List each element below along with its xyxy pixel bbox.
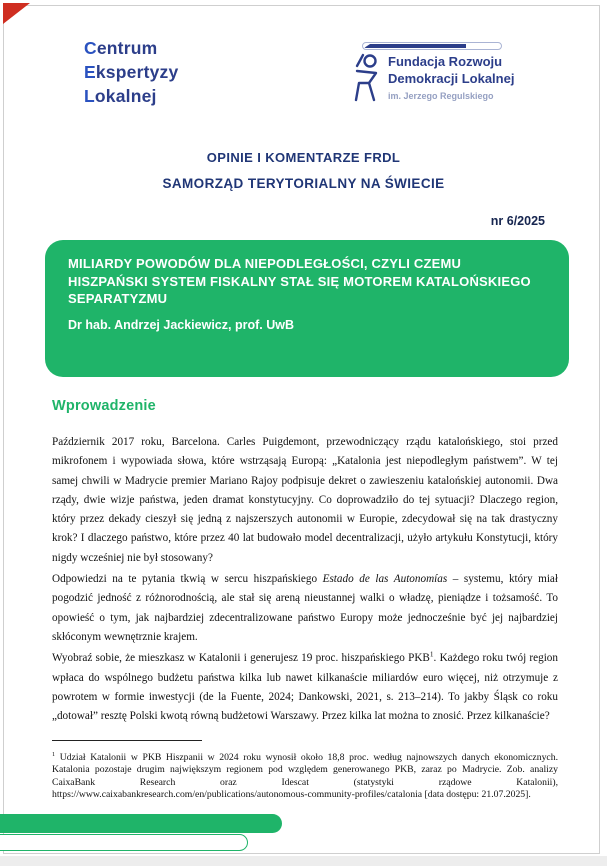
paragraph xyxy=(52,433,558,568)
cel-initial: C xyxy=(84,38,97,58)
frdl-figure-icon xyxy=(350,52,386,108)
article-body xyxy=(52,433,558,728)
section-heading: Wprowadzenie xyxy=(52,398,156,414)
series-subtitle: SAMORZĄD TERYTORIALNY NA ŚWIECIE xyxy=(162,176,445,191)
bottom-green-bar xyxy=(0,814,282,833)
cel-logo-line xyxy=(84,84,178,108)
text-segment: Październik 2017 roku, Barcelona. Carles Puigdemont, przewodniczący rządu katalońskiego, stoi przed mikrofonem i wypowiada słowa, które wstrząsają Europą: „Katalonia jest niepodległym państwem”. W tej samej chwili w Madrycie premier Mariano Rajoy podpisuje dekret o zawieszeniu katalońskiej autonomii. Dwa rządy, dwie wizje państwa, jeden dramat konstytucyjny. Co doprowadziło do tej sytuacji? Dlaczego region, który przez dekady cieszył się jedną z najszerszych autonomii w Europie, zdecydował się na tak drastyczny krok? I dlaczego państwo, które przez 40 lat budowało model decentralizacji, użyło artykułu Konstytucji, który nigdy wcześniej nie był stosowany? xyxy=(52,436,558,564)
cel-initial: E xyxy=(84,62,96,82)
cel-rest: entrum xyxy=(96,38,158,58)
cel-rest: okalnej xyxy=(94,86,157,106)
text-segment: Udział Katalonii w PKB Hiszpanii w 2024 roku wynosił około 18,8 proc. według najnowszych danych ekonomicznych. Katalonia pozostaje drugim największym regionem pod względem generowanego PKB, zaraz po Madrycie. Zob. analizy CaixaBank Research oraz Idescat (statystyki rządowe Katalonii), https://www.caixabankresearch.com/en/publications/autonomous-community-profiles/catalonia [data dostępu: 21.07.2025]. xyxy=(52,752,558,801)
frdl-logo-bar xyxy=(362,42,502,50)
text-segment: . Każdego roku twój region wpłaca do wspólnego budżetu państwa kilka lub nawet kilkanaście miliardów euro więcej, niż otrzymuje z powrotem w formie inwestycji (de la Fuente, 2024; Dankowski, 2021, s. 213–214). To jakby Śląsk co roku „dotował” resztę Polski kwotą równą budżetowi Warszawy. Przez kilka lat można to znosić. Przez kilkanaście? xyxy=(52,652,558,723)
text-segment: Wyobraź sobie, że mieszkasz w Katalonii i generujesz 19 proc. hiszpańskiego PKB xyxy=(52,652,430,665)
frdl-name xyxy=(388,54,514,87)
text-segment: 1 xyxy=(52,750,56,758)
footnote xyxy=(52,752,558,802)
text-segment: – systemu, który miał pogodzić jedność z różnorodnością, ale stał się areną nieustannej walki o władzę, pieniądze i tożsamość. To opowieść o tym, jak najbardziej zdecentralizowane państwo Europy może jednocześnie być jej najbardziej skłóconym wewnętrznie krajem. xyxy=(52,573,558,643)
cel-logo-line xyxy=(84,36,178,60)
article-title: MILIARDY POWODÓW DLA NIEPODLEGŁOŚCI, CZYLI CZEMU HISZPAŃSKI SYSTEM FISKALNY STAŁ SIĘ MOTOREM KATALOŃSKIEGO SEPARATYZMU xyxy=(68,256,531,306)
cel-logo xyxy=(84,36,178,108)
footnote-divider xyxy=(52,740,202,741)
article-title-box xyxy=(45,240,569,377)
frdl-logo-bar-fill xyxy=(364,44,466,48)
cel-rest: kspertyzy xyxy=(95,62,179,82)
cel-initial: L xyxy=(84,86,95,106)
page-bottom-margin xyxy=(0,856,607,866)
text-segment: Odpowiedzi na te pytania tkwią w sercu hiszpańskiego xyxy=(52,573,323,586)
bottom-outline-bar xyxy=(0,834,248,851)
frdl-name-line1: Fundacja Rozwoju xyxy=(388,54,503,69)
article-author: Dr hab. Andrzej Jackiewicz, prof. UwB xyxy=(68,317,294,332)
paragraph xyxy=(52,649,558,726)
paragraph xyxy=(52,570,558,647)
frdl-name-line2: Demokracji Lokalnej xyxy=(388,70,515,86)
series-title: OPINIE I KOMENTARZE FRDL xyxy=(206,150,401,165)
frdl-subtitle: im. Jerzego Regulskiego xyxy=(388,91,494,101)
issue-number: nr 6/2025 xyxy=(490,214,545,228)
cel-logo-line xyxy=(84,60,178,84)
text-segment: 1 xyxy=(429,650,434,659)
frdl-logo-text xyxy=(388,54,514,101)
text-segment: Estado de las Autonomías xyxy=(322,573,448,586)
